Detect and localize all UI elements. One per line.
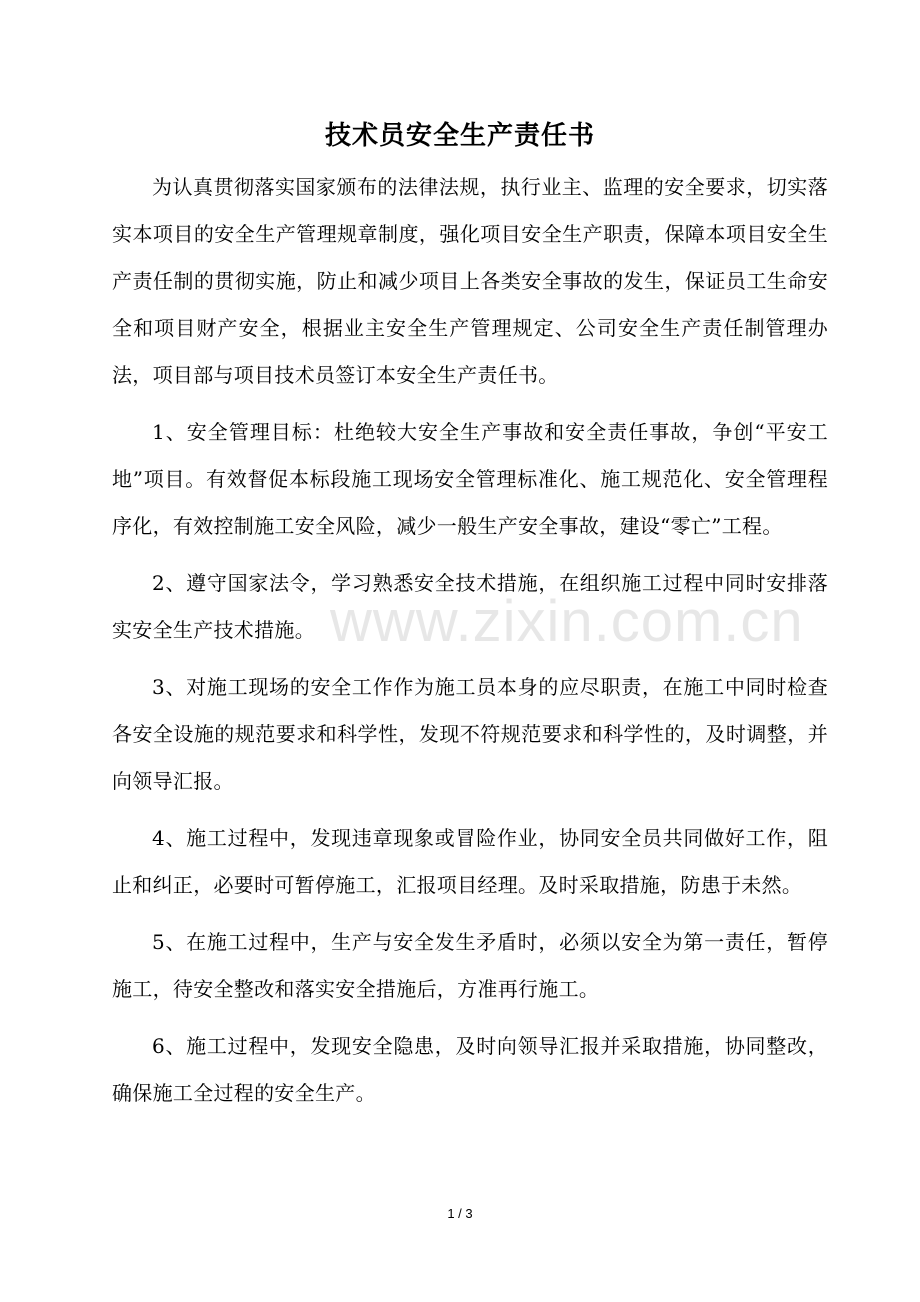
clause-5: 5、在施工过程中，生产与安全发生矛盾时，必须以安全为第一责任，暂停施工，待安全整改和落实安全措施后，方准再行施工。: [112, 930, 828, 1001]
intro-paragraph: 为认真贯彻落实国家颁布的法律法规，执行业主、监理的安全要求，切实落实本项目的安全生产管理规章制度，强化项目安全生产职责，保障本项目安全生产责任制的贯彻实施，防止和减少项目上各类安全事故的发生，保证员工生命安全和项目财产安全，根据业主安全生产管理规定、公司安全生产责任制管理办法，项目部与项目技术员签订本安全生产责任书。: [112, 175, 828, 387]
clause-4: 4、施工过程中，发现违章现象或冒险作业，协同安全员共同做好工作，阻止和纠正，必要时可暂停施工，汇报项目经理。及时采取措施，防患于未然。: [112, 826, 828, 897]
clause-6: 6、施工过程中，发现安全隐患，及时向领导汇报并采取措施，协同整改，确保施工全过程的安全生产。: [112, 1034, 828, 1105]
watermark: www.zixin.com.cn: [330, 589, 804, 654]
document-body: [112, 164, 828, 1117]
document-title: 技术员安全生产责任书: [324, 121, 595, 151]
clause-2: 2、遵守国家法令，学习熟悉安全技术措施，在组织施工过程中同时安排落实安全生产技术措施。: [112, 571, 828, 642]
clause-3: 3、对施工现场的安全工作作为施工员本身的应尽职责，在施工中同时检查各安全设施的规范要求和科学性，发现不符规范要求和科学性的，及时调整，并向领导汇报。: [112, 675, 828, 793]
page-number: 1 / 3: [447, 1206, 473, 1221]
clause-1: 1、安全管理目标：杜绝较大安全生产事故和安全责任事故，争创“平安工地”项目。有效督促本标段施工现场安全管理标准化、施工规范化、安全管理程序化，有效控制施工安全风险，减少一般生产安全事故，建设“零亡”工程。: [112, 420, 828, 538]
